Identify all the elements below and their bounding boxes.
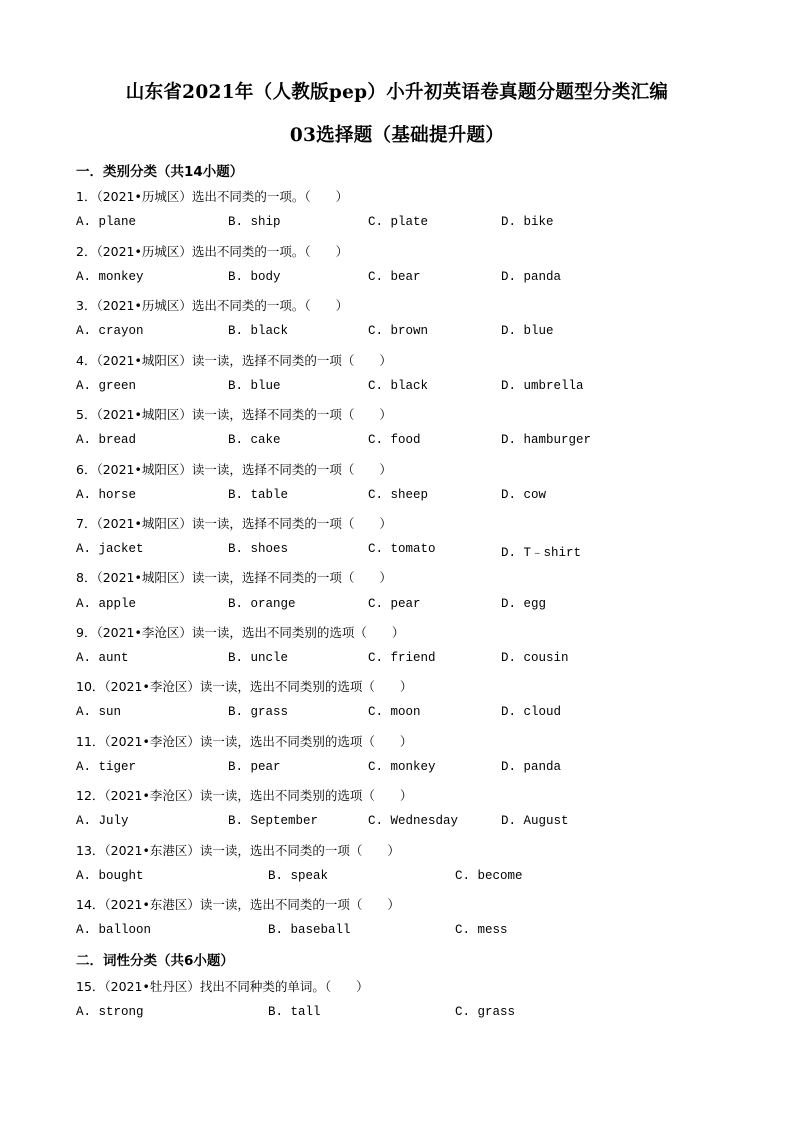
question-option: C. mess xyxy=(455,923,508,937)
question-option: A. aunt xyxy=(76,651,129,665)
question-option: A. monkey xyxy=(76,270,144,284)
question-option: B. ship xyxy=(228,215,281,229)
question-option: C. tomato xyxy=(368,542,436,556)
question-option: B. orange xyxy=(228,597,296,611)
question-option: C. sheep xyxy=(368,488,429,502)
question-option: A. jacket xyxy=(76,542,144,556)
question-stem: 13．（2021•东港区）读一读，选出不同类的一项（ ） xyxy=(76,843,400,858)
question-stem: 10．（2021•李沧区）读一读，选出不同类别的选项（ ） xyxy=(76,679,413,694)
question-option: A. bread xyxy=(76,433,137,447)
question-option: A. bought xyxy=(76,869,144,883)
question-option: C. plate xyxy=(368,215,429,229)
question-option: C. brown xyxy=(368,324,429,338)
question-option: B. blue xyxy=(228,379,281,393)
question-option: B. black xyxy=(228,324,289,338)
question-option: B. speak xyxy=(268,869,329,883)
question-option: C. pear xyxy=(368,597,421,611)
question-option: C. become xyxy=(455,869,523,883)
question-option: C. moon xyxy=(368,705,421,719)
question-option: D. panda xyxy=(501,760,562,774)
question-option: A. apple xyxy=(76,597,137,611)
question-stem: 8．（2021•城阳区）读一读，选择不同类的一项（ ） xyxy=(76,570,392,585)
question-option: D. panda xyxy=(501,270,562,284)
question-option: C. friend xyxy=(368,651,436,665)
question-option: B. grass xyxy=(228,705,289,719)
question-option: C. bear xyxy=(368,270,421,284)
question-option: D. August xyxy=(501,814,569,828)
question-option: D. cloud xyxy=(501,705,562,719)
question-option: C. monkey xyxy=(368,760,436,774)
question-option: D. bike xyxy=(501,215,554,229)
question-option: B. September xyxy=(228,814,319,828)
question-option: D. blue xyxy=(501,324,554,338)
question-option: A. sun xyxy=(76,705,122,719)
question-option: A. horse xyxy=(76,488,137,502)
question-stem: 15．（2021•牡丹区）找出不同种类的单词。（ ） xyxy=(76,979,369,994)
question-stem: 1．（2021•历城区）选出不同类的一项。（ ） xyxy=(76,189,349,204)
question-stem: 7．（2021•城阳区）读一读，选择不同类的一项（ ） xyxy=(76,516,392,531)
question-option: B. shoes xyxy=(228,542,289,556)
section-heading-part-of-speech: 二．词性分类（共6小题） xyxy=(76,953,234,969)
question-stem: 11．（2021•李沧区）读一读，选出不同类别的选项（ ） xyxy=(76,734,413,749)
document-title: 山东省2021年（人教版pep）小升初英语卷真题分题型分类汇编 xyxy=(125,82,669,103)
question-option: B. uncle xyxy=(228,651,289,665)
question-option: A. July xyxy=(76,814,129,828)
question-option: C. food xyxy=(368,433,421,447)
question-option: D. cow xyxy=(501,488,547,502)
section-heading-category: 一．类别分类（共14小题） xyxy=(76,164,244,180)
question-option: B. cake xyxy=(228,433,281,447)
question-option: D. T﹣shirt xyxy=(501,546,582,560)
question-option: C. Wednesday xyxy=(368,814,459,828)
question-option: A. green xyxy=(76,379,137,393)
question-option: A. crayon xyxy=(76,324,144,338)
question-option: D. egg xyxy=(501,597,547,611)
question-stem: 14．（2021•东港区）读一读，选出不同类的一项（ ） xyxy=(76,897,400,912)
question-stem: 2．（2021•历城区）选出不同类的一项。（ ） xyxy=(76,244,349,259)
question-option: D. umbrella xyxy=(501,379,584,393)
question-stem: 3．（2021•历城区）选出不同类的一项。（ ） xyxy=(76,298,349,313)
question-option: A. plane xyxy=(76,215,137,229)
document-subtitle: 03选择题（基础提升题） xyxy=(289,125,505,146)
question-option: B. body xyxy=(228,270,281,284)
question-option: A. balloon xyxy=(76,923,152,937)
question-stem: 5．（2021•城阳区）读一读，选择不同类的一项（ ） xyxy=(76,407,392,422)
question-stem: 6．（2021•城阳区）读一读，选择不同类的一项（ ） xyxy=(76,462,392,477)
question-option: C. black xyxy=(368,379,429,393)
question-option: B. table xyxy=(228,488,289,502)
question-stem: 12．（2021•李沧区）读一读，选出不同类别的选项（ ） xyxy=(76,788,413,803)
question-option: B. baseball xyxy=(268,923,351,937)
question-option: A. strong xyxy=(76,1005,144,1019)
question-option: B. pear xyxy=(228,760,281,774)
question-option: D. hamburger xyxy=(501,433,592,447)
question-option: B. tall xyxy=(268,1005,321,1019)
question-stem: 9．（2021•李沧区）读一读，选出不同类别的选项（ ） xyxy=(76,625,405,640)
question-stem: 4．（2021•城阳区）读一读，选择不同类的一项（ ） xyxy=(76,353,392,368)
question-option: D. cousin xyxy=(501,651,569,665)
question-option: C. grass xyxy=(455,1005,516,1019)
question-option: A. tiger xyxy=(76,760,137,774)
